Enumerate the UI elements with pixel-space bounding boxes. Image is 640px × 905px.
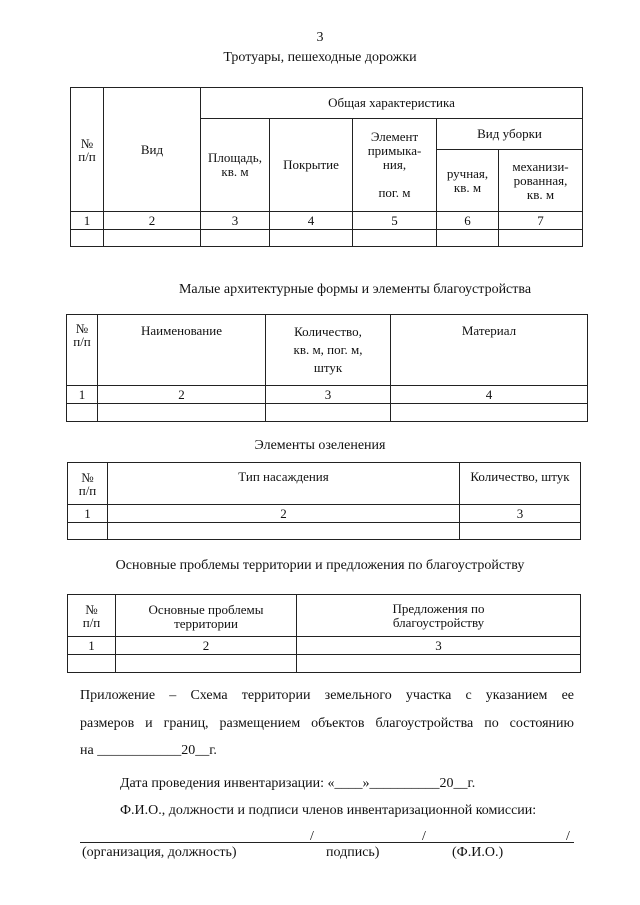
commission-members-label: Ф.И.О., должности и подписи членов инвентаризационной комиссии:: [120, 803, 537, 818]
header-name: Наименование: [98, 315, 266, 386]
empty-cell: [353, 230, 437, 247]
section-title-sidewalks: Тротуары, пешеходные дорожки: [223, 50, 417, 65]
header-num: № п/п: [67, 315, 98, 386]
empty-cell: [391, 404, 588, 422]
empty-cell: [266, 404, 391, 422]
col-number: 4: [270, 212, 353, 230]
col-number: 7: [499, 212, 583, 230]
sidewalks-table: [70, 87, 583, 247]
empty-cell: [71, 230, 104, 247]
header-num: № п/п: [68, 463, 108, 505]
header-mech: механизи- рованная, кв. м: [499, 150, 583, 212]
col-number: 2: [98, 386, 266, 404]
empty-cell: [437, 230, 499, 247]
col-number: 2: [104, 212, 201, 230]
signature-separator: /: [422, 829, 426, 844]
header-kind: Вид: [104, 88, 201, 212]
fio-caption: (Ф.И.О.): [452, 845, 504, 860]
section-title-greenery: Элементы озеленения: [254, 438, 386, 453]
section-title-small-forms: Малые архитектурные формы и элементы благоустройства: [178, 282, 532, 297]
empty-cell: [297, 655, 581, 673]
page-number: 3: [316, 30, 324, 45]
header-num: № п/п: [71, 88, 104, 212]
empty-cell: [67, 404, 98, 422]
col-number: 3: [460, 505, 581, 523]
col-number: 4: [391, 386, 588, 404]
empty-cell: [116, 655, 297, 673]
header-manual: ручная, кв. м: [437, 150, 499, 212]
col-number: 3: [297, 637, 581, 655]
header-material: Материал: [391, 315, 588, 386]
inventory-date: Дата проведения инвентаризации: «____»__________20__г.: [120, 776, 476, 791]
header-problems: Основные проблемы территории: [116, 595, 297, 637]
empty-cell: [98, 404, 266, 422]
appendix-line-2: размеров и границ, размещением объектов благоустройства по состоянию: [80, 716, 574, 731]
col-number: 1: [67, 386, 98, 404]
col-number: 1: [71, 212, 104, 230]
appendix-line-1: Приложение – Схема территории земельного участка с указанием ее: [80, 688, 574, 703]
greenery-table: [67, 462, 581, 540]
header-proposals: Предложения по благоустройству: [297, 595, 581, 637]
empty-cell: [270, 230, 353, 247]
empty-cell: [68, 655, 116, 673]
col-number: 5: [353, 212, 437, 230]
header-element: Элемент примыка- ния, пог. м: [353, 119, 437, 212]
signature-caption: подпись): [326, 845, 380, 860]
col-number: 3: [266, 386, 391, 404]
col-number: 6: [437, 212, 499, 230]
small-forms-table: [66, 314, 588, 422]
section-title-problems: Основные проблемы территории и предложения по благоустройству: [115, 558, 525, 573]
problems-table: [67, 594, 581, 673]
header-cover: Покрытие: [270, 119, 353, 212]
header-qty: Количество, штук: [460, 463, 581, 505]
empty-cell: [201, 230, 270, 247]
header-num: № п/п: [68, 595, 116, 637]
signature-separator: /: [310, 829, 314, 844]
col-number: 3: [201, 212, 270, 230]
empty-cell: [499, 230, 583, 247]
signature-separator: /: [566, 829, 570, 844]
header-area: Площадь, кв. м: [201, 119, 270, 212]
header-type: Тип насаждения: [108, 463, 460, 505]
col-number: 2: [108, 505, 460, 523]
appendix-line-3: на ____________20__г.: [80, 743, 217, 758]
empty-cell: [108, 523, 460, 540]
col-number: 1: [68, 505, 108, 523]
org-position-caption: (организация, должность): [82, 845, 237, 860]
header-general: Общая характеристика: [201, 88, 583, 119]
signature-line: [80, 842, 574, 843]
col-number: 2: [116, 637, 297, 655]
col-number: 1: [68, 637, 116, 655]
header-qty: Количество, кв. м, пог. м, штук: [266, 315, 391, 386]
empty-cell: [104, 230, 201, 247]
empty-cell: [68, 523, 108, 540]
header-cleaning: Вид уборки: [437, 119, 583, 150]
empty-cell: [460, 523, 581, 540]
